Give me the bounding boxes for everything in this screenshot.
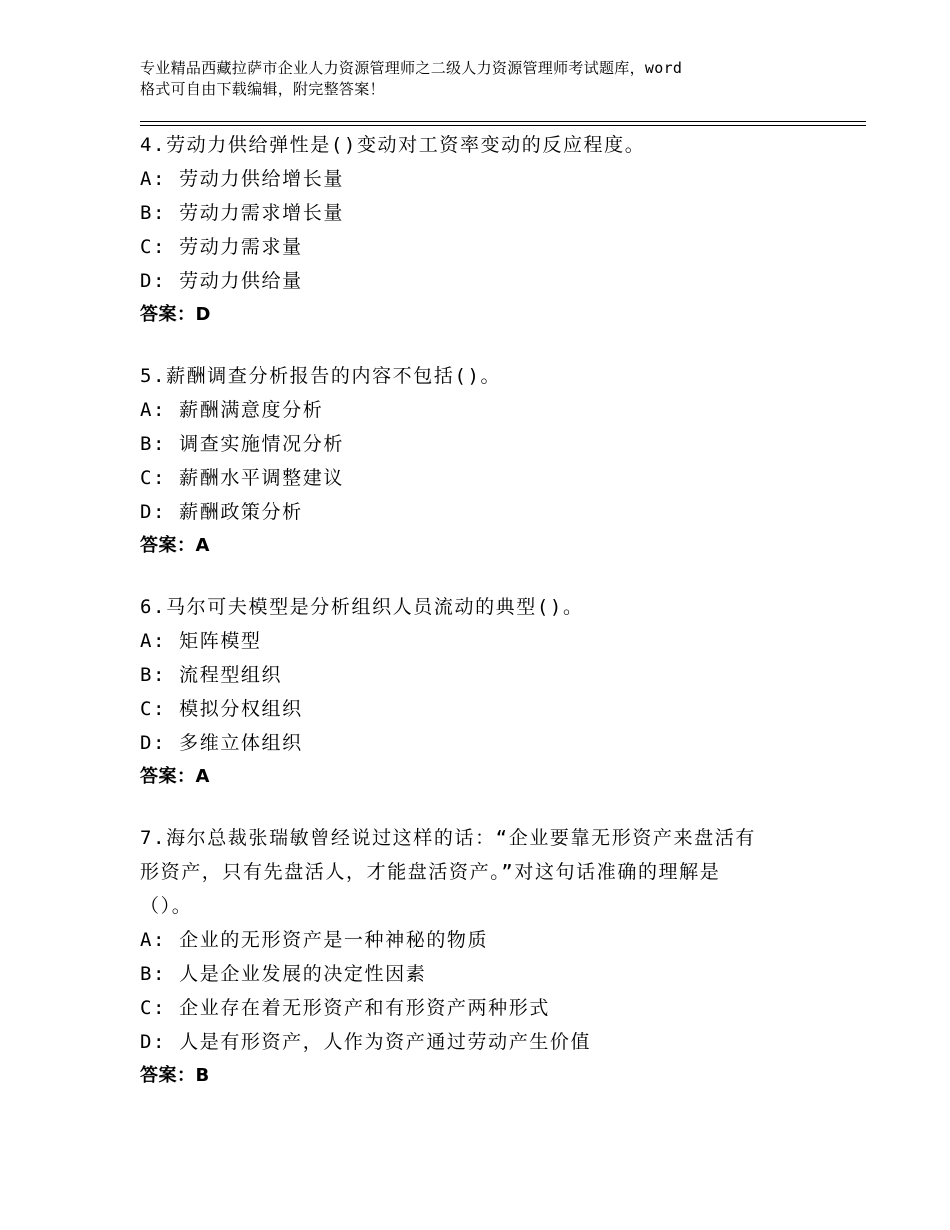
question-stem: 6.马尔可夫模型是分析组织人员流动的典型()。	[140, 596, 584, 618]
option-a: A: 矩阵模型	[140, 630, 262, 652]
answer-line: 答案：A	[140, 766, 210, 787]
option-a: A: 劳动力供给增长量	[140, 168, 344, 190]
question-stem: 4.劳动力供给弹性是()变动对工资率变动的反应程度。	[140, 134, 646, 156]
option-d: D: 劳动力供给量	[140, 270, 303, 292]
question-7	[140, 821, 840, 1093]
question-stem: 5.薪酬调查分析报告的内容不包括()。	[140, 365, 502, 387]
option-b: B: 流程型组织	[140, 664, 283, 686]
option-d: D: 多维立体组织	[140, 732, 303, 754]
question-stem-line-2: 形资产，只有先盘活人，才能盘活资产。”对这句话准确的理解是	[140, 861, 721, 883]
option-b: B: 人是企业发展的决定性因素	[140, 963, 427, 985]
answer-line: 答案：D	[140, 304, 211, 325]
option-c: C: 企业存在着无形资产和有形资产两种形式	[140, 997, 550, 1019]
header-divider-thin	[140, 125, 866, 126]
option-c: C: 劳动力需求量	[140, 236, 303, 258]
option-c: C: 模拟分权组织	[140, 698, 303, 720]
option-b: B: 调查实施情况分析	[140, 433, 344, 455]
header-line-2: 格式可自由下载编辑，附完整答案！	[140, 80, 385, 98]
option-b: B: 劳动力需求增长量	[140, 202, 344, 224]
header-divider-thick	[140, 121, 866, 122]
question-6	[140, 590, 840, 794]
question-4	[140, 128, 840, 332]
question-stem-line-3: （）。	[140, 895, 193, 917]
answer-line: 答案：A	[140, 535, 210, 556]
header-line-1: 专业精品西藏拉萨市企业人力资源管理师之二级人力资源管理师考试题库，word	[140, 59, 683, 77]
question-5	[140, 359, 840, 563]
question-list	[140, 128, 840, 1120]
option-c: C: 薪酬水平调整建议	[140, 467, 344, 489]
option-d: D: 薪酬政策分析	[140, 501, 303, 523]
option-a: A: 薪酬满意度分析	[140, 399, 324, 421]
question-stem-line-1: 7.海尔总裁张瑞敏曾经说过这样的话：“企业要靠无形资产来盘活有	[140, 827, 756, 849]
option-d: D: 人是有形资产，人作为资产通过劳动产生价值	[140, 1031, 592, 1053]
answer-line: 答案：B	[140, 1065, 210, 1086]
option-a: A: 企业的无形资产是一种神秘的物质	[140, 929, 489, 951]
document-header	[140, 58, 840, 100]
